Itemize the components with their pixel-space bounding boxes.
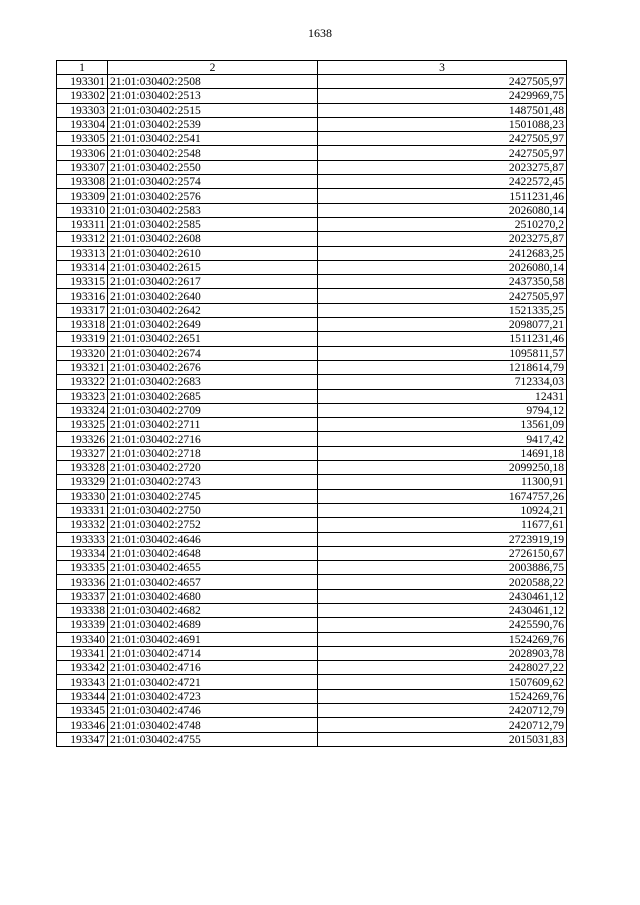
cadastral-value: 13561,09 <box>318 418 567 432</box>
table-row <box>57 318 567 332</box>
table-row <box>57 618 567 632</box>
cadastral-value: 1501088,23 <box>318 117 567 131</box>
cadastral-value: 1218614,79 <box>318 360 567 374</box>
page-number: 1638 <box>308 26 332 40</box>
row-number: 193331 <box>57 503 108 517</box>
cadastral-number: 21:01:030402:2640 <box>108 289 318 303</box>
row-number: 193314 <box>57 260 108 274</box>
cadastral-number: 21:01:030402:2642 <box>108 303 318 317</box>
row-number: 193309 <box>57 189 108 203</box>
cadastral-value: 1511231,46 <box>318 332 567 346</box>
table-row <box>57 475 567 489</box>
cadastral-number: 21:01:030402:2548 <box>108 146 318 160</box>
table-row <box>57 718 567 732</box>
cadastral-value: 12431 <box>318 389 567 403</box>
cadastral-number: 21:01:030402:2550 <box>108 160 318 174</box>
table-row <box>57 675 567 689</box>
table-row <box>57 232 567 246</box>
cadastral-number: 21:01:030402:2676 <box>108 360 318 374</box>
table-row <box>57 403 567 417</box>
cadastral-number: 21:01:030402:4655 <box>108 561 318 575</box>
row-number: 193329 <box>57 475 108 489</box>
cadastral-number: 21:01:030402:4657 <box>108 575 318 589</box>
table-row <box>57 217 567 231</box>
cadastral-number: 21:01:030402:2583 <box>108 203 318 217</box>
table-row <box>57 275 567 289</box>
column-header-2: 2 <box>108 61 318 75</box>
table-row <box>57 260 567 274</box>
row-number: 193337 <box>57 589 108 603</box>
cadastral-value: 2430461,12 <box>318 603 567 617</box>
cadastral-value: 2420712,79 <box>318 704 567 718</box>
row-number: 193333 <box>57 532 108 546</box>
header-row <box>57 61 567 75</box>
cadastral-number: 21:01:030402:2750 <box>108 503 318 517</box>
table-row <box>57 503 567 517</box>
row-number: 193306 <box>57 146 108 160</box>
row-number: 193320 <box>57 346 108 360</box>
table-row <box>57 303 567 317</box>
row-number: 193317 <box>57 303 108 317</box>
cadastral-value: 2428027,22 <box>318 661 567 675</box>
table-row <box>57 603 567 617</box>
table-row <box>57 246 567 260</box>
table-row <box>57 189 567 203</box>
row-number: 193343 <box>57 675 108 689</box>
row-number: 193322 <box>57 375 108 389</box>
row-number: 193304 <box>57 117 108 131</box>
cadastral-number: 21:01:030402:4648 <box>108 546 318 560</box>
cadastral-value: 712334,03 <box>318 375 567 389</box>
row-number: 193305 <box>57 132 108 146</box>
cadastral-number: 21:01:030402:4691 <box>108 632 318 646</box>
table-header <box>57 61 567 75</box>
cadastral-value: 1521335,25 <box>318 303 567 317</box>
cadastral-number: 21:01:030402:4748 <box>108 718 318 732</box>
cadastral-number: 21:01:030402:4755 <box>108 732 318 746</box>
row-number: 193345 <box>57 704 108 718</box>
row-number: 193307 <box>57 160 108 174</box>
table-row <box>57 117 567 131</box>
cadastral-value: 2026080,14 <box>318 260 567 274</box>
cadastral-number: 21:01:030402:2716 <box>108 432 318 446</box>
table-row <box>57 689 567 703</box>
row-number: 193311 <box>57 217 108 231</box>
cadastral-number: 21:01:030402:4682 <box>108 603 318 617</box>
column-header-1: 1 <box>57 61 108 75</box>
table-row <box>57 646 567 660</box>
table-row <box>57 518 567 532</box>
cadastral-number: 21:01:030402:2610 <box>108 246 318 260</box>
column-header-3: 3 <box>318 61 567 75</box>
cadastral-value: 2015031,83 <box>318 732 567 746</box>
cadastral-number: 21:01:030402:2711 <box>108 418 318 432</box>
row-number: 193325 <box>57 418 108 432</box>
table-row <box>57 289 567 303</box>
row-number: 193316 <box>57 289 108 303</box>
cadastral-number: 21:01:030402:2745 <box>108 489 318 503</box>
cadastral-number: 21:01:030402:2651 <box>108 332 318 346</box>
table-body <box>57 75 567 747</box>
cadastral-value: 1511231,46 <box>318 189 567 203</box>
cadastral-number: 21:01:030402:4723 <box>108 689 318 703</box>
cadastral-value: 1674757,26 <box>318 489 567 503</box>
row-number: 193340 <box>57 632 108 646</box>
cadastral-number: 21:01:030402:4716 <box>108 661 318 675</box>
cadastral-number: 21:01:030402:2683 <box>108 375 318 389</box>
table-row <box>57 461 567 475</box>
cadastral-value-table <box>56 60 567 747</box>
cadastral-number: 21:01:030402:2649 <box>108 318 318 332</box>
row-number: 193328 <box>57 461 108 475</box>
cadastral-value: 2726150,67 <box>318 546 567 560</box>
table-row <box>57 546 567 560</box>
cadastral-value: 2510270,2 <box>318 217 567 231</box>
cadastral-value: 2723919,19 <box>318 532 567 546</box>
cadastral-number: 21:01:030402:2585 <box>108 217 318 231</box>
row-number: 193344 <box>57 689 108 703</box>
cadastral-number: 21:01:030402:2539 <box>108 117 318 131</box>
row-number: 193323 <box>57 389 108 403</box>
table-row <box>57 360 567 374</box>
row-number: 193327 <box>57 446 108 460</box>
cadastral-value: 2437350,58 <box>318 275 567 289</box>
row-number: 193335 <box>57 561 108 575</box>
cadastral-number: 21:01:030402:4680 <box>108 589 318 603</box>
cadastral-value: 2427505,97 <box>318 75 567 89</box>
cadastral-value: 14691,18 <box>318 446 567 460</box>
cadastral-number: 21:01:030402:2541 <box>108 132 318 146</box>
table-row <box>57 346 567 360</box>
table-row <box>57 89 567 103</box>
cadastral-value: 2098077,21 <box>318 318 567 332</box>
row-number: 193303 <box>57 103 108 117</box>
cadastral-value: 2023275,87 <box>318 160 567 174</box>
table-row <box>57 575 567 589</box>
table-row <box>57 532 567 546</box>
cadastral-number: 21:01:030402:2720 <box>108 461 318 475</box>
table-row <box>57 418 567 432</box>
cadastral-value: 2427505,97 <box>318 146 567 160</box>
cadastral-value: 11677,61 <box>318 518 567 532</box>
row-number: 193313 <box>57 246 108 260</box>
table-row <box>57 561 567 575</box>
row-number: 193321 <box>57 360 108 374</box>
table-row <box>57 175 567 189</box>
cadastral-value: 2422572,45 <box>318 175 567 189</box>
cadastral-value: 2420712,79 <box>318 718 567 732</box>
row-number: 193302 <box>57 89 108 103</box>
cadastral-value: 2412683,25 <box>318 246 567 260</box>
cadastral-number: 21:01:030402:2752 <box>108 518 318 532</box>
row-number: 193341 <box>57 646 108 660</box>
cadastral-number: 21:01:030402:2513 <box>108 89 318 103</box>
cadastral-value: 2028903,78 <box>318 646 567 660</box>
table-row <box>57 632 567 646</box>
row-number: 193319 <box>57 332 108 346</box>
table-row <box>57 160 567 174</box>
cadastral-value: 9417,42 <box>318 432 567 446</box>
table-row <box>57 389 567 403</box>
cadastral-value: 9794,12 <box>318 403 567 417</box>
cadastral-value: 2026080,14 <box>318 203 567 217</box>
table-row <box>57 375 567 389</box>
row-number: 193318 <box>57 318 108 332</box>
table-row <box>57 432 567 446</box>
cadastral-number: 21:01:030402:4721 <box>108 675 318 689</box>
cadastral-number: 21:01:030402:4746 <box>108 704 318 718</box>
table-row <box>57 732 567 746</box>
cadastral-number: 21:01:030402:4646 <box>108 532 318 546</box>
cadastral-number: 21:01:030402:2608 <box>108 232 318 246</box>
cadastral-number: 21:01:030402:2508 <box>108 75 318 89</box>
row-number: 193326 <box>57 432 108 446</box>
table-row <box>57 103 567 117</box>
cadastral-value: 2023275,87 <box>318 232 567 246</box>
cadastral-value: 2003886,75 <box>318 561 567 575</box>
row-number: 193338 <box>57 603 108 617</box>
cadastral-value: 1524269,76 <box>318 632 567 646</box>
table-row <box>57 203 567 217</box>
cadastral-value: 2427505,97 <box>318 289 567 303</box>
cadastral-number: 21:01:030402:2617 <box>108 275 318 289</box>
row-number: 193332 <box>57 518 108 532</box>
cadastral-number: 21:01:030402:2718 <box>108 446 318 460</box>
cadastral-value: 2020588,22 <box>318 575 567 589</box>
cadastral-number: 21:01:030402:2743 <box>108 475 318 489</box>
cadastral-value: 1507609,62 <box>318 675 567 689</box>
table-row <box>57 332 567 346</box>
cadastral-number: 21:01:030402:2615 <box>108 260 318 274</box>
table-row <box>57 132 567 146</box>
row-number: 193342 <box>57 661 108 675</box>
cadastral-number: 21:01:030402:4714 <box>108 646 318 660</box>
row-number: 193308 <box>57 175 108 189</box>
row-number: 193310 <box>57 203 108 217</box>
cadastral-number: 21:01:030402:2709 <box>108 403 318 417</box>
cadastral-value: 2425590,76 <box>318 618 567 632</box>
cadastral-value: 1524269,76 <box>318 689 567 703</box>
row-number: 193336 <box>57 575 108 589</box>
cadastral-value: 1487501,48 <box>318 103 567 117</box>
row-number: 193315 <box>57 275 108 289</box>
cadastral-value: 2427505,97 <box>318 132 567 146</box>
cadastral-number: 21:01:030402:2674 <box>108 346 318 360</box>
table-row <box>57 589 567 603</box>
table-row <box>57 661 567 675</box>
table-row <box>57 489 567 503</box>
row-number: 193312 <box>57 232 108 246</box>
cadastral-number: 21:01:030402:4689 <box>108 618 318 632</box>
row-number: 193301 <box>57 75 108 89</box>
row-number: 193346 <box>57 718 108 732</box>
table-row <box>57 146 567 160</box>
cadastral-value: 2429969,75 <box>318 89 567 103</box>
cadastral-value: 1095811,57 <box>318 346 567 360</box>
row-number: 193334 <box>57 546 108 560</box>
cadastral-value: 2099250,18 <box>318 461 567 475</box>
row-number: 193324 <box>57 403 108 417</box>
table-row <box>57 704 567 718</box>
row-number: 193330 <box>57 489 108 503</box>
cadastral-number: 21:01:030402:2685 <box>108 389 318 403</box>
cadastral-number: 21:01:030402:2515 <box>108 103 318 117</box>
cadastral-value: 10924,21 <box>318 503 567 517</box>
table-row <box>57 75 567 89</box>
row-number: 193347 <box>57 732 108 746</box>
cadastral-number: 21:01:030402:2576 <box>108 189 318 203</box>
cadastral-value: 11300,91 <box>318 475 567 489</box>
row-number: 193339 <box>57 618 108 632</box>
cadastral-number: 21:01:030402:2574 <box>108 175 318 189</box>
cadastral-value: 2430461,12 <box>318 589 567 603</box>
table-row <box>57 446 567 460</box>
